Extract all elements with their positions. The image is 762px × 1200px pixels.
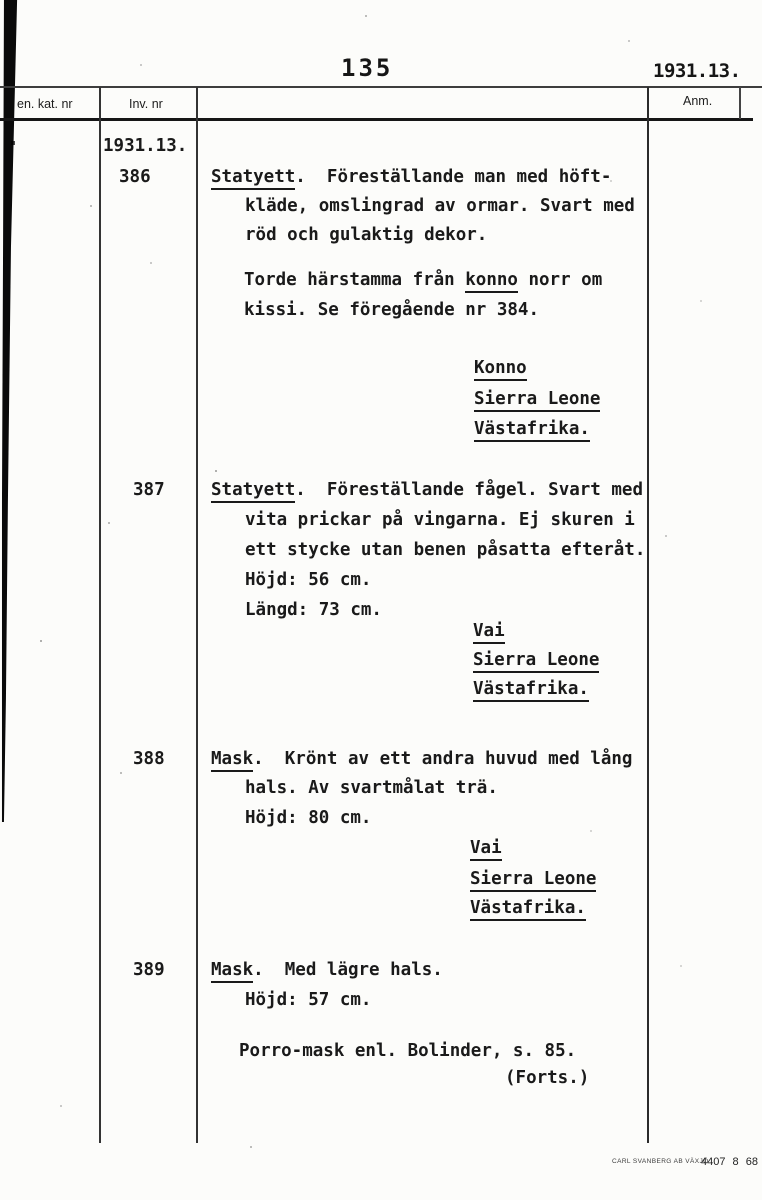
entry-386-inv-nr: 386	[119, 167, 151, 187]
entry-387-origin-2	[473, 649, 599, 671]
column-divider-inv-description	[196, 87, 198, 1143]
entry-387-origin-people: Vai	[473, 621, 505, 644]
entry-387-inv-nr: 387	[133, 480, 165, 500]
entry-388-line-2: hals. Av svartmålat trä.	[245, 778, 498, 798]
entry-388-origin-region: Västafrika.	[470, 898, 586, 921]
column-divider-description-anm	[647, 87, 649, 1143]
entry-386-term: Statyett	[211, 167, 295, 190]
column-header-inv-nr: Inv. nr	[129, 97, 163, 111]
entry-386-line-1-rest: . Föreställande man med höft-	[295, 167, 612, 187]
printer-code: 4407 8 68	[701, 1156, 758, 1168]
entry-386-note-post: norr om	[517, 270, 603, 290]
entry-386-origin-2	[474, 388, 600, 410]
entry-387-line-2: vita prickar på vingarna. Ej skuren i	[245, 510, 635, 530]
page-number: 135	[341, 54, 394, 82]
column-header-gen-kat-nr: en. kat. nr	[17, 97, 73, 111]
entry-388-inv-nr: 388	[133, 749, 165, 769]
entry-387-origin-3	[473, 678, 589, 700]
entry-387-term: Statyett	[211, 480, 295, 503]
entry-388-height: Höjd: 80 cm.	[245, 808, 372, 828]
table-header-bottom-rule	[0, 118, 753, 121]
entry-387-origin-region: Västafrika.	[473, 679, 589, 702]
entry-386-note-line-1	[244, 269, 602, 291]
entry-386-line-1	[211, 166, 611, 188]
column-header-anm: Anm.	[683, 94, 713, 108]
entry-388-origin-2	[470, 868, 596, 890]
entry-386-origin-people: Konno	[474, 358, 527, 381]
entry-386-note-pre: Torde härstamma från	[244, 270, 466, 290]
entry-388-term: Mask	[211, 749, 253, 772]
entry-386-note-term: konno	[465, 270, 518, 293]
entry-386-line-3: röd och gulaktig dekor.	[245, 225, 488, 245]
entry-389-height: Höjd: 57 cm.	[245, 990, 372, 1010]
scan-noise	[0, 0, 2, 2]
entry-387-origin-country: Sierra Leone	[473, 650, 599, 673]
entry-386-origin-3	[474, 418, 590, 440]
entry-386-origin-region: Västafrika.	[474, 419, 590, 442]
entry-389-line-1	[211, 959, 443, 981]
entry-387-line-3: ett stycke utan benen påsatta efteråt.	[245, 540, 646, 560]
printer-imprint: CARL SVANBERG AB VÄXJÖ	[612, 1158, 709, 1165]
entry-386-note-line-2: kissi. Se föregående nr 384.	[244, 300, 540, 320]
entry-387-line-1-rest: . Föreställande fågel. Svart med	[295, 480, 643, 500]
entry-388-line-1	[211, 748, 632, 770]
entry-387-line-1	[211, 479, 643, 501]
entry-387-length: Längd: 73 cm.	[245, 600, 382, 620]
series-number: 1931.13.	[103, 136, 188, 156]
entry-387-origin-1	[473, 620, 505, 642]
entry-387-height: Höjd: 56 cm.	[245, 570, 372, 590]
entry-386-line-2: kläde, omslingrad av ormar. Svart med	[245, 196, 635, 216]
table-right-border	[739, 87, 741, 119]
entry-386-origin-1	[474, 357, 527, 379]
entry-388-origin-3	[470, 897, 586, 919]
entry-388-origin-country: Sierra Leone	[470, 869, 596, 892]
entry-389-term: Mask	[211, 960, 253, 983]
entry-388-line-1-rest: . Krönt av ett andra huvud med lång	[253, 749, 633, 769]
binding-shadow	[0, 0, 18, 822]
entry-388-origin-1	[470, 837, 502, 859]
page-year-heading: 1931.13.	[653, 60, 741, 82]
column-divider-genkat-inv	[99, 87, 101, 1143]
entry-388-origin-people: Vai	[470, 838, 502, 861]
entry-389-inv-nr: 389	[133, 960, 165, 980]
entry-389-footnote: Porro-mask enl. Bolinder, s. 85.	[239, 1041, 577, 1061]
entry-386-origin-country: Sierra Leone	[474, 389, 600, 412]
continuation-marker: (Forts.)	[505, 1068, 590, 1088]
entry-389-line-1-rest: . Med lägre hals.	[253, 960, 443, 980]
